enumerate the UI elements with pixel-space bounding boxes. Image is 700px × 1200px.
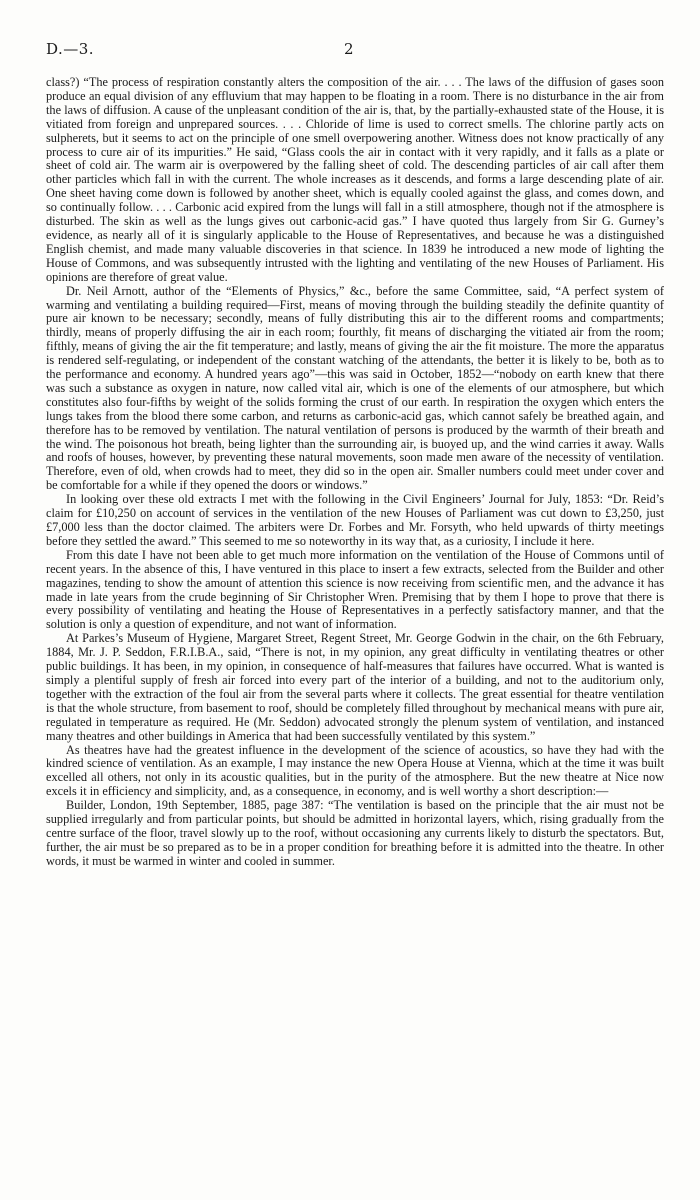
- page-number: 2: [344, 40, 354, 58]
- paragraph: From this date I have not been able to get much more information on the ventilation of the House of Commons until of recent years. In the absence of this, I have ventured in this place to insert a few extracts, selected from the Builder and other magazines, tending to show the amount of attention this science is now receiving from scientific men, and the advance it has made in late years from the crude beginning of Sir Christopher Wren. Premising that by them I hope to prove that there is every possibility of ventilating and heating the House of Representatives in a perfectly satisfactory manner, and that the solution is only a question of expenditure, and not want of information.: [46, 547, 664, 632]
- paragraph: Dr. Neil Arnott, author of the “Elements of Physics,” &c., before the same Committee, said, “A perfect system of warming and ventilating a building required—First, means of moving through the building steadily the definite quantity of pure air known to be necessary; secondly, means of fully distributing this air to the different rooms and compartments; thirdly, means of properly diffusing the air in each room; fourthly, fit means of discharging the vitiated air from the room; fifthly, means of giving the air the fit temperature; and lastly, means of giving the air the fit moisture. The more the apparatus is rendered self-regulating, or independent of the constant watching of the attendants, the better it is likely to be, both as to the performance and economy. A hundred years ago”—this was said in October, 1852—“nobody on earth knew that there was such a substance as oxygen in nature, now called vital air, which is one of the elements of our atmosphere, but which constitutes also four-fifths by weight of the solids forming the crust of our earth. In respiration the oxygen which enters the lungs takes from the blood there some carbon, and returns as carbonic-acid gas, which cannot safely be breathed again, and therefore has to be removed by ventilation. The natural ventilation of persons is produced by the warmth of their breath and the wind. The poisonous hot breath, being lighter than the surrounding air, is buoyed up, and the wind carries it away. Walls and roofs of houses, however, by preventing these natural movements, soon made men aware of the necessity of ventilation. Therefore, even of old, when crowds had to meet, they did so in the open air. Smaller numbers could meet under cover and be comfortable for a while if they opened the doors or windows.”: [46, 283, 664, 493]
- paragraph: At Parkes’s Museum of Hygiene, Margaret Street, Regent Street, Mr. George Godwin in the chair, on the 6th February, 1884, Mr. J. P. Seddon, F.R.I.B.A., said, “There is not, in my opinion, any great difficulty in ventilating theatres or other public buildings. It has been, in my opinion, in consequence of half-measures that failures have occurred. What is wanted is simply a plentiful supply of fresh air forced into every part of the interior of a building, and not to the auditorium only, together with the extraction of the foul air from the several parts where it collects. The great essential for theatre ventilation is that the whole structure, from basement to roof, should be completely filled throughout by mechanical means with pure air, regulated in temperature as required. He (Mr. Seddon) advocated strongly the plenum system of ventilation, and instanced many theatres and other buildings in America that had been successfully ventilated by this system.”: [46, 631, 664, 743]
- paragraph: In looking over these old extracts I met with the following in the Civil Engineers’ Journal for July, 1853: “Dr. Reid’s claim for £10,250 on account of services in the ventilation of the new Houses of Parliament was cut down to £3,250, just £7,000 less than the doctor claimed. The arbiters were Dr. Forbes and Mr. Forsyth, who held upwards of thirty meetings before they settled the award.” This seemed to me so noteworthy in its way that, as a curiosity, I include it here.: [46, 492, 664, 548]
- paragraph: As theatres have had the greatest influence in the development of the science of acoustics, so have they had with the kindred science of ventilation. As an example, I may instance the new Opera House at Vienna, which at the time it was built excelled all others, not only in its acoustic qualities, but in the purity of the atmosphere. But the new theatre at Nice now excels it in efficiency and simplicity, and, as a consequence, in economy, and is well worthy a short description:—: [46, 742, 664, 799]
- paragraph: class?) “The process of respiration constantly alters the composition of the air. . . . The laws of the diffusion of gases soon produce an equal division of any effluvium that may happen to be floating in a room. There is no disturbance in the air from the laws of diffusion. A cause of the unpleasant condition of the air is, that, by the partially-exhausted state of the House, it is vitiated from foreign and unprepared sources. . . . Chloride of lime is used to correct smells. The chlorine partly acts on sulpherets, but it seems to act on the principle of one smell overpowering another. Witness does not know practically of any process to cure air of its impurities.” He said, “Glass cools the air in contact with it very rapidly, and it falls as a plate or sheet of cold air. The warm air is overpowered by the falling sheet of cold. The descending particles of air call after them other particles which fall in with the current. The whole increases as it descends, and forms a large descending plate of air. One sheet having come down is followed by another sheet, which is equally cooled against the glass, and comes down, and so continually follow. . . . Carbonic acid expired from the lungs will fall in a still atmosphere, though not if the atmosphere is disturbed. The skin as well as the lungs gives out carbonic-acid gas.” I have quoted thus largely from Sir G. Gurney’s evidence, as nearly all of it is singularly applicable to the House of Representatives, and because he was a distinguished English chemist, and made many valuable discoveries in that science. In 1839 he introduced a new mode of lighting the House of Commons, and was subsequently intrusted with the lighting and ventilating of the new Houses of Parliament. His opinions are therefore of great value.: [46, 75, 664, 284]
- paragraph: Builder, London, 19th September, 1885, page 387: “The ventilation is based on the principle that the air must not be supplied irregularly and from particular points, but should be admitted in horizontal layers, which, rising gradually from the centre surface of the floor, travel slowly up to the roof, without occasioning any currents likely to disturb the spectators. But, further, the air must be so prepared as to be in a proper condition for breathing before it is admitted into the theatre. In other words, it must be warmed in winter and cooled in summer.: [46, 798, 664, 868]
- document-reference: D.—3.: [46, 40, 95, 58]
- document-body: [46, 76, 664, 869]
- page-header: [46, 40, 660, 64]
